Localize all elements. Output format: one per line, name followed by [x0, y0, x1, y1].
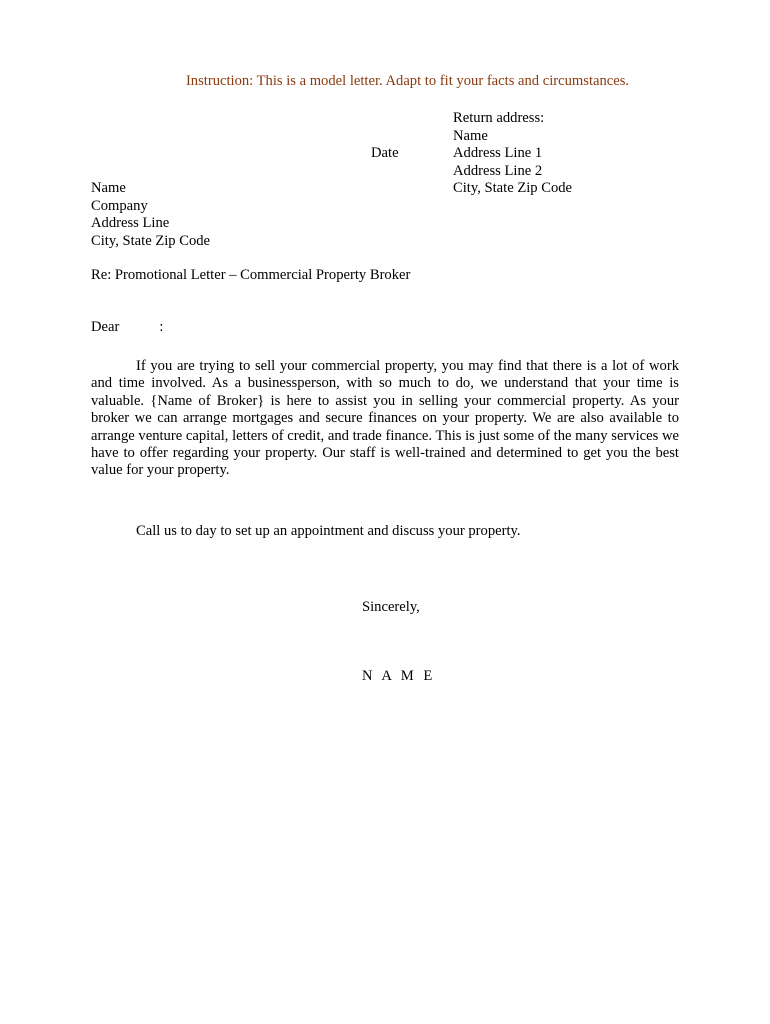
signature-name: N A M E	[362, 668, 436, 684]
recipient-address-line: Address Line	[91, 215, 170, 231]
salutation-word: Dear	[91, 319, 120, 335]
instruction-note: Instruction: This is a model letter. Adapt to fit your facts and circumstances.	[185, 73, 630, 89]
salutation	[91, 319, 163, 337]
return-address-line2: Address Line 2	[453, 162, 543, 179]
recipient-name: Name	[91, 180, 126, 196]
recipient-city-state-zip: City, State Zip Code	[91, 232, 211, 249]
date-field: Date	[371, 145, 399, 161]
recipient-address-block	[91, 180, 210, 250]
closing: Sincerely,	[362, 599, 420, 615]
return-address-block	[453, 110, 572, 198]
call-to-action-paragraph: Call us to day to set up an appointment and discuss your property.	[136, 523, 521, 539]
return-address-label: Return address:	[453, 110, 545, 126]
recipient-company: Company	[91, 197, 148, 214]
return-address-name: Name	[453, 127, 488, 144]
return-address-line1: Address Line 1	[453, 145, 543, 161]
return-address-city-state-zip: City, State Zip Code	[453, 180, 573, 196]
salutation-colon: :	[159, 319, 164, 335]
body-paragraph: If you are trying to sell your commercial property, you may find that there is a lot of work and time involved. As a businessperson, with so much to do, we understand that your time is valuable. {Name of Broker} is here to assist you in selling your commercial property. As your broker we can arrange mortgages and secure finances on your property. We are also available to arrange venture capital, letters of credit, and trade finance. This is just some of the many services we have to offer regarding your property. Our staff is well-trained and determined to get you the best value for your property.	[91, 358, 679, 479]
subject-line: Re: Promotional Letter – Commercial Property Broker	[91, 267, 411, 283]
